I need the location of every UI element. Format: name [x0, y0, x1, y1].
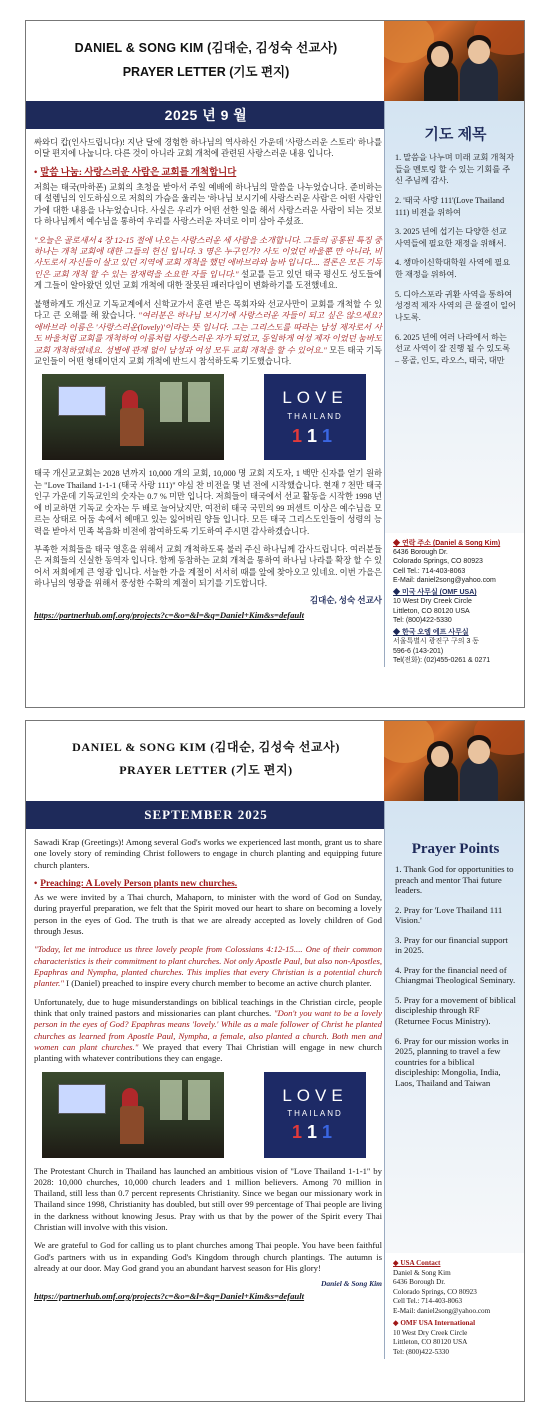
contact-address — [393, 548, 518, 585]
logo-num-3: 1 — [322, 1122, 339, 1143]
prayer-item: 4. 챙마이신학대학원 사역에 필요한 재정을 위하여. — [395, 258, 511, 280]
heading-text: Preaching: A Lovely Person plants new churches. — [40, 878, 238, 889]
header-names: DANIEL & SONG KIM (김대순, 김성숙 선교사) — [72, 740, 340, 754]
logo-num-1: 1 — [291, 426, 307, 447]
prayer-item: 4. Pray for the financial need of Chiangmai Theological Seminary. — [395, 964, 516, 986]
letter-body — [34, 137, 382, 621]
contact-box — [384, 1253, 524, 1359]
sermon-quote: "오늘은 골로새서 4 장 12-15 절에 나오는 사랑스러운 세 사람을 소개합니다. 그들의 공통된 특징 중 하나는 개척 교회에 대한 그들의 헌신 입니다. 3 명은 누구인가? 사도 이었던 바울뿐 만 아니라, 비사도로서 자신들이 살고 있던 지역에 교회 개척을 했던 에바브라와 눔바 입니다.... 결론은 모든 기독인은 교회 개척 할 수 있는 잠재력을 소요한 자들 입니다." — [34, 235, 382, 279]
date-bar: 2025 년 9 월 — [26, 101, 386, 129]
logo-numbers — [292, 1121, 338, 1144]
photo-row — [34, 374, 382, 460]
contact-email[interactable]: E-Mail: daniel2song@yahoo.com — [393, 576, 496, 584]
contact-email[interactable]: E-Mail: daniel2song@yahoo.com — [393, 1306, 491, 1315]
logo-num-2: 1 — [306, 426, 323, 447]
prayer-item: 5. Pray for a movement of biblical discipleship through RF (Returnee Focus Ministry). — [395, 994, 516, 1027]
signature: Daniel & Song Kim — [320, 1279, 382, 1289]
date-bar: SEPTEMBER 2025 — [26, 801, 386, 829]
contact-line: Cell Tel.: 714-403-8063 — [393, 567, 466, 575]
paragraph-2 — [34, 235, 382, 292]
prayer-title: Prayer Points — [411, 841, 500, 857]
office-kr-title: ◆ 한국 오엠 에프 사무실 — [393, 629, 469, 637]
contact-line: 596-6 (143-201) — [393, 647, 444, 655]
love-thailand-logo — [264, 374, 366, 460]
contact-line: 6436 Borough Dr. — [393, 549, 448, 557]
logo-num-2: 1 — [306, 1122, 323, 1143]
prayer-title: 기도 제목 — [424, 126, 487, 143]
prayer-sidebar — [384, 801, 524, 1253]
bullet: • — [34, 167, 38, 178]
letter-header — [26, 21, 386, 101]
letter-header — [26, 721, 386, 801]
prayer-item: 5. 디아스포라 귀환 사역을 통하여 성경적 제자 사역의 큰 물결이 일어나도록. — [395, 289, 516, 323]
logo-love: LOVE — [282, 1085, 348, 1105]
prayer-list — [395, 864, 516, 1088]
paragraph-3-lead: 불행하게도 개신교 기독교계에서 신학교가서 훈련 받은 목회자와 선교사만이 교회를 개척할 수 있다고 큰 오해를 해 왔습니다. — [34, 299, 382, 321]
logo-love: LOVE — [282, 387, 348, 407]
contact-line: 10 West Dry Creek Circle — [393, 1328, 468, 1337]
contact-address — [393, 1269, 518, 1317]
signature: 김대순, 성숙 선교사 — [309, 594, 382, 605]
sermon-quote: "Today, let me introduce us three lovely people from Colossians 4:12-15.... One of their common characteristics is their commitment to plant churches. Not only Apostle Paul, but also non-Apostles, Epaphras and Nympha, planted churches. This implies that every Christian is a potential church planter." — [34, 944, 382, 989]
header-title: PRAYER LETTER (기도 편지) — [122, 65, 290, 79]
office-us-address — [393, 1329, 518, 1358]
contact-line: Cell Tel.: 714-403-8063 — [393, 1297, 463, 1305]
heading-text: 말씀 나눔: 사랑스러운 사람은 교회를 개척합니다 — [40, 167, 237, 178]
couple-photo — [384, 21, 524, 101]
prayer-list — [395, 152, 516, 367]
section-heading — [34, 167, 382, 180]
partner-link[interactable]: https://partnerhub.omf.org/projects?c=&o=&l=&q=Daniel+Kim&s=default — [34, 1291, 305, 1302]
partner-link[interactable]: https://partnerhub.omf.org/projects?c=&o=&l=&q=Daniel+Kim&s=default — [34, 609, 305, 620]
contact-line: 서울특별시 광진구 구의 3 동 — [393, 638, 480, 646]
prayer-letter-korean — [25, 20, 525, 708]
contact-line: Colorado Springs, CO 80923 — [393, 1287, 477, 1296]
header-title: PRAYER LETTER (기도 편지) — [119, 763, 293, 777]
prayer-item: 6. Pray for our mission works in 2025, planning to travel a few countries for a biblical discipleship: Mongolia, India, Laos, Thailand and Taiwan — [395, 1035, 509, 1088]
section-heading — [34, 878, 382, 890]
paragraph-3 — [34, 299, 382, 368]
paragraph-2 — [34, 944, 382, 989]
prayer-sidebar — [384, 101, 524, 533]
contact-line: Daniel & Song Kim — [393, 1268, 451, 1277]
logo-thailand: THAILAND — [287, 412, 343, 422]
sermon-quote-2: "Don't you want to be a lovely person in the eyes of God? Epaphras means 'lovely.' While as a male follower of Christ he planted churches as learned from Apostle Paul, Nympha, a female, also planted a church. Both men and women can plant churches." — [34, 1007, 382, 1052]
photo-row — [34, 1072, 382, 1158]
contact-line: 10 West Dry Creek Circle — [393, 598, 472, 606]
prayer-item: 6. 2025 년에 여러 나라에서 하는 선교 사역이 잘 진행 될 수 있도록 – 몽골, 인도, 라오스, 태국, 대만 — [395, 332, 511, 365]
paragraph-4: 태국 개신교교회는 2028 년까지 10,000 개의 교회, 10,000 명 교회 지도자, 1 백만 신자를 얻기 원하는 "Love Thailand 1-1-1 (태국 사랑 111)" 야심 찬 비전을 몇 년 전에 시작했습니다. 현재 7 천만 태국 인구 가운데 기독교인의 숫자는 0.7 % 미만 입니다. 저희들이 태국에서 선교 활동을 시작한 1998 년에 비교하면 기독교 숫자는 두 배로 늘어났지만, 여전히 태국 국민의 99 퍼센트 이상은 예수님을 모르는 상태로 어둠 속에서 헤매고 있는 잃어버린 양들 입니다. 모든 태국 그리스도인들이 성령의 능력을 받아서 민족 복음화 비전에 참여하도록 기도하여 주시면 감사하겠습니다. — [34, 469, 382, 536]
office-us-title: ◆ 미국 사무실 (OMF USA) — [393, 589, 477, 597]
contact-line: Colorado Springs, CO 80923 — [393, 558, 483, 566]
couple-photo — [384, 721, 524, 801]
paragraph-4: The Protestant Church in Thailand has launched an ambitious vision of "Love Thailand 1-1-1" by 2028: 10,000 churches, 10,000 church leaders and 1 million believers. Among 70 million in Thailand, still less than 0.7 percent represents Christianity. Since we began our missionary work in Thailand since 1998, Christianity has doubled, but still over 99 percentage of Thai people are living in the darkness without knowing Jesus. Pray with us that by the power of the Spirit every Thai Christian will involve with this vision. — [34, 1165, 382, 1233]
paragraph-1: As we were invited by a Thai church, Mahaporn, to minister with the word of God on Sunday, during prayerful preparation, we felt that the Spirit moved our heart to share on becoming a lovely person in the eyes of God. The truth is that we are already accepted as lovely children of God through Jesus. — [34, 892, 382, 937]
intro-paragraph: Sawadi Krap (Greetings)! Among several God's works we experienced last month, grant us to share one lovely story of reminding Christ followers to engage in church planting and equipping future church planters. — [34, 837, 382, 870]
church-sermon-photo — [42, 1072, 224, 1158]
contact-line: 6436 Borough Dr. — [393, 1278, 446, 1286]
contact-title: ◆ USA Contact — [393, 1259, 441, 1267]
contact-title: ◆ 연락 주소 (Daniel & Song Kim) — [393, 540, 501, 547]
contact-box — [384, 533, 524, 667]
love-thailand-logo — [264, 1072, 366, 1158]
contact-line: Littleton, CO 80120 USA — [393, 1338, 468, 1346]
office-us-address — [393, 597, 518, 625]
paragraph-5: 부족한 저희들을 태국 영혼을 위해서 교회 개척하도록 불러 주신 하나님께 감사드립니다. 여러분들은 저희들의 신실한 동역자 입니다. 함께 동참하는 교회 개척을 통하여 하나님 나라를 확장 할 수 있어서 저희에게 큰 영광 입니다. 서늘한 가을 계절이 서서히 때를 앞에 찾아오고 있네요. 이번 가을은 하나님의 영광을 위해서 풍성한 수확의 계절이 되기를 기도합니다. — [34, 545, 382, 589]
paragraph-2-tail: 설교를 듣고 있던 태국 평신도 성도들에게 그들이 알아왔던 있던 교회 개척에 대한 잘못된 패러다임이 변화하기를 도전했네요. — [34, 269, 382, 291]
contact-line: Tel: (800)422-5330 — [393, 1347, 449, 1356]
paragraph-2-tail: I (Daniel) preached to inspire every church member to become an active church planter. — [63, 978, 372, 989]
logo-thailand: THAILAND — [287, 1108, 343, 1118]
intro-paragraph: 싸와디 캅(인사드립니다)! 지난 달에 경험한 하나님의 역사하신 가운데 '사랑스러운 스토리' 하나를 이달 편지에 나눕니다. 다른 것이 아니라 교회 개척에 관련된 사랑스러운 내용 입니다. — [34, 138, 382, 159]
bullet: • — [34, 878, 38, 889]
sermon-quote-2: "여러분은 하나님 보시기에 사랑스러운 자들이 되고 싶은 않으세요? 에바브라 이름은 '사랑스러운(lovely)'이라는 뜻 입니다. 그는 그리스도를 따라는 남성 제자로서 사도 바울처럼 교회를 개척하여 이름처럼 사랑스러운 자가 되었고, 동일하게 여성 제자 이었던 눔바도 교회 개척하였네요. 성별에 관계 없이 남성과 여성 모두 교회 개척을 할 수 있어요." — [34, 311, 383, 355]
prayer-letter-english — [25, 720, 525, 1402]
prayer-item: 1. Thank God for opportunities to preach and mentor Thai future leaders. — [395, 864, 514, 896]
prayer-item: 3. Pray for our financial support in 2025. — [395, 934, 508, 956]
logo-num-1: 1 — [291, 1122, 307, 1143]
paragraph-3-tail: We prayed that every Thai Christian will engage in new church planting with whatever contributions they can engage. — [34, 1041, 382, 1064]
church-sermon-photo — [42, 374, 224, 460]
office-kr-address — [393, 637, 518, 665]
paragraph-3-lead: Unfortunately, due to huge misunderstandings on biblical teachings in the Christian circle, people think that only trained pastors and missionaries can plant churches. — [34, 996, 382, 1018]
letter-body — [34, 837, 382, 1302]
prayer-item: 2. '태국 사랑 111'(Love Thailand 111) 비전을 위하여 — [395, 195, 505, 217]
contact-line: Tel: (800)422-5330 — [393, 616, 452, 624]
logo-num-3: 1 — [322, 426, 339, 447]
prayer-item: 1. 말씀을 나누며 미래 교회 개척자들을 멘토링 할 수 있는 기회를 주신 주님께 감사. — [395, 153, 515, 186]
paragraph-5: We are grateful to God for calling us to plant churches among Thai people. You have been faithful God's partners with us in expanding God's Kingdom through church plantings. The autumn is already at our door. May God grand you an abundant harvest season for His glory! — [34, 1240, 382, 1274]
contact-line: Littleton, CO 80120 USA — [393, 607, 470, 615]
header-names: DANIEL & SONG KIM (김대순, 김성숙 선교사) — [74, 41, 338, 55]
paragraph-3 — [34, 997, 382, 1065]
office-us-title: ◆ OMF USA International — [393, 1319, 476, 1327]
paragraph-3-tail: 모든 태국 기독교인들이 어떤 형태이던지 교회 개척에 반드시 참석하도록 기도했습니다. — [34, 345, 382, 366]
prayer-item: 3. 2025 년에 섭기는 다양한 선교 사역들에 필요한 재정을 위해서. — [395, 227, 507, 248]
contact-line: Tel(전화): (02)455-0261 & 0271 — [393, 656, 491, 664]
logo-numbers — [292, 424, 338, 449]
paragraph-1: 저희는 태국(마하폰) 교회의 초청을 받아서 주일 예배에 하나님의 말씀을 나누었습니다. 준비하는데 설렘님의 인도하심으로 저희의 가슴을 울리는 '하나님 보시기에 사랑스러운 사람'은 어떤 사람인가에 대한 내용을 나누었습니다. 사실은 우리가 어떤 선한 일을 해서 사랑스러운 사람이 되는 것보다 하나님께서 예수님을 통하여 우리를 사랑스러운 자녀로 이미 삼아 주셨죠. — [34, 182, 382, 227]
prayer-item: 2. Pray for 'Love Thailand 111 Vision.' — [395, 904, 503, 926]
